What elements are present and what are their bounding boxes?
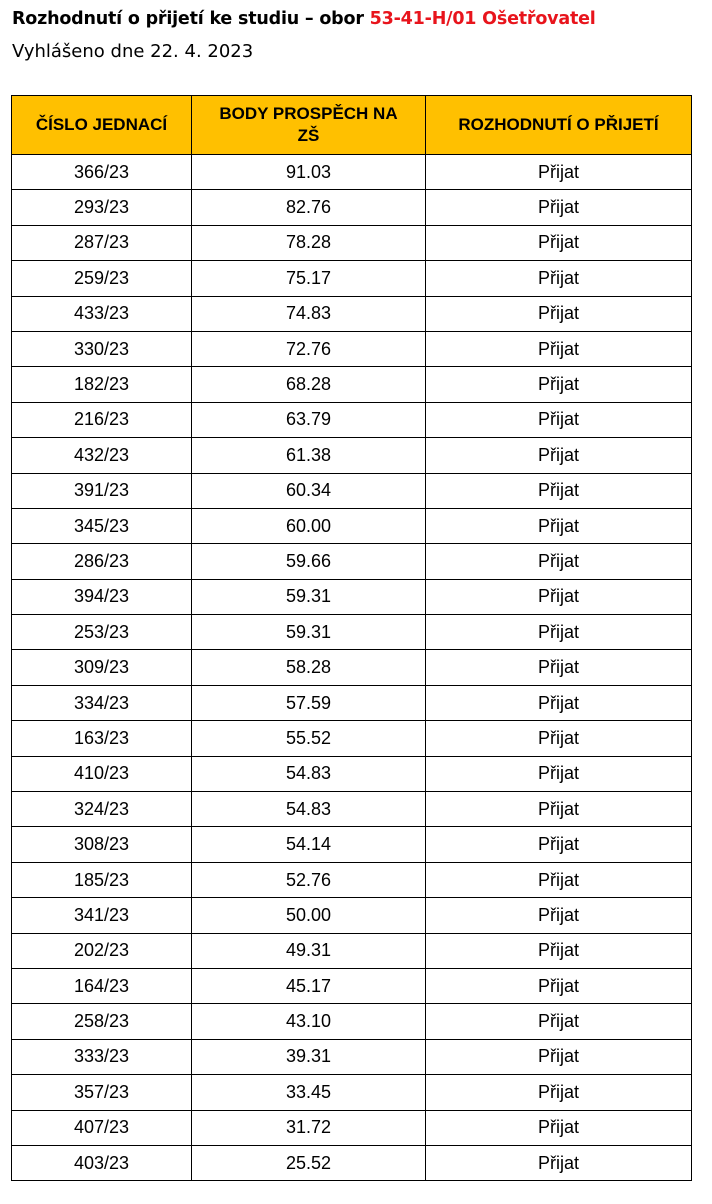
reference-number-cell: 403/23 [12, 1145, 192, 1180]
decision-cell: Přijat [426, 225, 692, 260]
points-cell: 60.34 [192, 473, 426, 508]
reference-number-cell: 258/23 [12, 1004, 192, 1039]
table-row [12, 544, 692, 579]
table-row [12, 438, 692, 473]
decision-cell: Přijat [426, 933, 692, 968]
decision-cell: Přijat [426, 155, 692, 190]
points-cell: 43.10 [192, 1004, 426, 1039]
document-title [12, 9, 596, 29]
reference-number-cell: 366/23 [12, 155, 192, 190]
table-row [12, 155, 692, 190]
decision-cell: Přijat [426, 1110, 692, 1145]
table-row [12, 721, 692, 756]
decision-cell: Přijat [426, 296, 692, 331]
decision-cell: Přijat [426, 615, 692, 650]
decision-cell: Přijat [426, 862, 692, 897]
table-row [12, 1145, 692, 1180]
points-cell: 54.83 [192, 792, 426, 827]
points-cell: 52.76 [192, 862, 426, 897]
reference-number-cell: 308/23 [12, 827, 192, 862]
field-name: Ošetřovatel [476, 9, 596, 29]
reference-number-cell: 433/23 [12, 296, 192, 331]
table-row [12, 650, 692, 685]
points-cell: 55.52 [192, 721, 426, 756]
table-row [12, 756, 692, 791]
table-row [12, 898, 692, 933]
points-cell: 61.38 [192, 438, 426, 473]
table-row [12, 827, 692, 862]
decision-cell: Přijat [426, 508, 692, 543]
decision-cell: Přijat [426, 721, 692, 756]
table-row [12, 296, 692, 331]
table-row [12, 1075, 692, 1110]
points-cell: 91.03 [192, 155, 426, 190]
table-header-row [12, 96, 692, 155]
points-cell: 57.59 [192, 685, 426, 720]
points-cell: 45.17 [192, 968, 426, 1003]
reference-number-cell: 407/23 [12, 1110, 192, 1145]
decision-cell: Přijat [426, 473, 692, 508]
reference-number-cell: 324/23 [12, 792, 192, 827]
table-row [12, 190, 692, 225]
column-header-reference-number: ČÍSLO JEDNACÍ [12, 96, 192, 155]
column-header-decision: ROZHODNUTÍ O PŘIJETÍ [426, 96, 692, 155]
reference-number-cell: 432/23 [12, 438, 192, 473]
reference-number-cell: 185/23 [12, 862, 192, 897]
table-row [12, 1004, 692, 1039]
column-header-points-label: BODY PROSPĚCH NA ZŠ [219, 104, 398, 145]
decision-cell: Přijat [426, 331, 692, 366]
table-row [12, 508, 692, 543]
decision-cell: Přijat [426, 685, 692, 720]
reference-number-cell: 333/23 [12, 1039, 192, 1074]
points-cell: 58.28 [192, 650, 426, 685]
points-cell: 33.45 [192, 1075, 426, 1110]
reference-number-cell: 391/23 [12, 473, 192, 508]
table-row [12, 579, 692, 614]
table-row [12, 685, 692, 720]
points-cell: 39.31 [192, 1039, 426, 1074]
points-cell: 60.00 [192, 508, 426, 543]
decision-cell: Přijat [426, 261, 692, 296]
reference-number-cell: 345/23 [12, 508, 192, 543]
reference-number-cell: 259/23 [12, 261, 192, 296]
reference-number-cell: 286/23 [12, 544, 192, 579]
reference-number-cell: 253/23 [12, 615, 192, 650]
decision-cell: Přijat [426, 827, 692, 862]
reference-number-cell: 341/23 [12, 898, 192, 933]
table-row [12, 968, 692, 1003]
title-prefix: Rozhodnutí o přijetí ke studiu – obor [12, 9, 370, 29]
points-cell: 31.72 [192, 1110, 426, 1145]
decision-cell: Přijat [426, 968, 692, 1003]
reference-number-cell: 164/23 [12, 968, 192, 1003]
decision-cell: Přijat [426, 190, 692, 225]
announcement-date: Vyhlášeno dne 22. 4. 2023 [12, 41, 254, 62]
reference-number-cell: 216/23 [12, 402, 192, 437]
decision-cell: Přijat [426, 367, 692, 402]
table-row [12, 367, 692, 402]
decision-cell: Přijat [426, 438, 692, 473]
decision-cell: Přijat [426, 402, 692, 437]
points-cell: 54.83 [192, 756, 426, 791]
reference-number-cell: 202/23 [12, 933, 192, 968]
points-cell: 50.00 [192, 898, 426, 933]
table-row [12, 225, 692, 260]
decision-cell: Přijat [426, 1004, 692, 1039]
points-cell: 82.76 [192, 190, 426, 225]
reference-number-cell: 334/23 [12, 685, 192, 720]
points-cell: 68.28 [192, 367, 426, 402]
decision-cell: Přijat [426, 1075, 692, 1110]
points-cell: 72.76 [192, 331, 426, 366]
points-cell: 25.52 [192, 1145, 426, 1180]
field-code: 53-41-H/01 [369, 9, 477, 29]
decision-cell: Přijat [426, 579, 692, 614]
points-cell: 59.31 [192, 615, 426, 650]
reference-number-cell: 163/23 [12, 721, 192, 756]
points-cell: 49.31 [192, 933, 426, 968]
reference-number-cell: 357/23 [12, 1075, 192, 1110]
reference-number-cell: 309/23 [12, 650, 192, 685]
points-cell: 59.31 [192, 579, 426, 614]
decision-cell: Přijat [426, 898, 692, 933]
decision-cell: Přijat [426, 1145, 692, 1180]
reference-number-cell: 410/23 [12, 756, 192, 791]
table-row [12, 792, 692, 827]
decision-cell: Přijat [426, 1039, 692, 1074]
reference-number-cell: 293/23 [12, 190, 192, 225]
reference-number-cell: 330/23 [12, 331, 192, 366]
table-row [12, 1110, 692, 1145]
table-row [12, 933, 692, 968]
decision-cell: Přijat [426, 756, 692, 791]
points-cell: 59.66 [192, 544, 426, 579]
points-cell: 63.79 [192, 402, 426, 437]
table-row [12, 1039, 692, 1074]
column-header-points [192, 96, 426, 155]
table-row [12, 331, 692, 366]
decision-cell: Přijat [426, 792, 692, 827]
table-row [12, 402, 692, 437]
reference-number-cell: 182/23 [12, 367, 192, 402]
points-cell: 54.14 [192, 827, 426, 862]
admission-table [11, 95, 692, 1181]
table-row [12, 473, 692, 508]
points-cell: 78.28 [192, 225, 426, 260]
points-cell: 75.17 [192, 261, 426, 296]
decision-cell: Přijat [426, 650, 692, 685]
reference-number-cell: 287/23 [12, 225, 192, 260]
decision-cell: Přijat [426, 544, 692, 579]
reference-number-cell: 394/23 [12, 579, 192, 614]
table-row [12, 862, 692, 897]
table-row [12, 615, 692, 650]
table-body [12, 155, 692, 1181]
points-cell: 74.83 [192, 296, 426, 331]
table-row [12, 261, 692, 296]
